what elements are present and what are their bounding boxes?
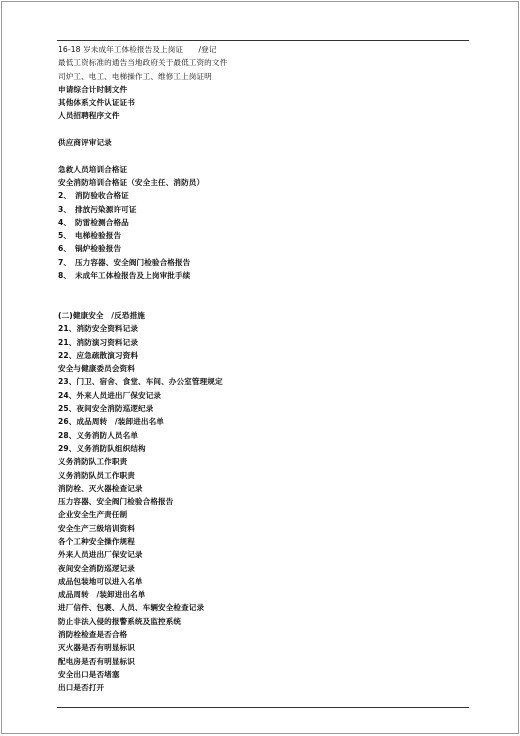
text-line: 24、外来人员进出厂保安记录 [58,390,162,400]
text-line: 安全与健康委员会资料 [58,364,135,374]
text-line: 义务消防队员工作职责 [58,470,135,480]
text-line: 外来人员进出厂保安记录 [58,550,143,560]
text-line: 进厂信件、包裹、人员、车辆安全检查记录 [58,603,205,613]
text-line: 7、 压力容器、安全阀门检验合格报告 [58,257,191,267]
text-line: 灭火器是否有明显标识 [58,643,135,653]
text-line: 28、义务消防人员名单 [58,430,139,440]
text-line: 8、 未成年工体检报告及上岗审批手续 [58,271,191,281]
text-line: 安全出口是否堵塞 [58,669,120,679]
text-line: 压力容器、安全阀门检验合格报告 [58,497,174,507]
text-line: 21、消防演习资料记录 [58,337,139,347]
text-line: 23、门卫、宿舍、食堂、车间、办公室管理规定 [58,377,223,387]
text-line: 人员招聘程序文件 [58,111,120,121]
text-line: 26、成品周转 /装卸进出名单 [58,417,164,427]
text-line: 5、 电梯检验报告 [58,231,122,241]
text-line: 21、消防安全资料记录 [58,324,139,334]
text-line: 义务消防队工作职责 [58,457,128,467]
text-line: 安全消防培训合格证（安全主任、消防员） [58,177,205,187]
text-line: 出口是否打开 [58,683,105,693]
text-line: 成品包装地可以进入名单 [58,576,143,586]
document-page [1,1,519,734]
text-line: 25、夜间安全消防巡逻纪录 [58,404,154,414]
text-line: 其他体系文件认证证书 [58,98,135,108]
text-line: 供应商评审记录 [58,138,112,148]
text-line: 成品周转 /装卸进出名单 [58,590,146,600]
text-line: 急救人员培训合格证 [58,164,128,174]
text-line: 最低工资标准的通告当地政府关于最低工资的文件 [58,58,228,68]
text-line: 企业安全生产责任制 [58,510,128,520]
text-line: 29、义务消防队组织结构 [58,443,146,453]
text-line: 4、 防雷检测合格品 [58,217,129,227]
text-line: 各个工种安全操作规程 [58,536,135,546]
text-line: 司炉工、电工、电梯操作工、维修工上岗证明 [58,71,212,81]
text-line: 2、 消防验收合格证 [58,191,129,201]
blank-line [58,123,478,136]
top-rule [57,40,469,41]
document-body [58,43,478,695]
bottom-rule [57,707,469,708]
blank-line [58,296,478,309]
text-line: 3、 排放污染源许可证 [58,204,137,214]
blank-line [58,149,478,162]
text-line: 申请综合计时制文件 [58,84,128,94]
text-line: 6、 锅炉检验报告 [58,244,122,254]
text-line: 配电房是否有明显标识 [58,656,135,666]
text-line: 防止非法入侵的报警系统及监控系统 [58,616,182,626]
text-line: 夜间安全消防巡逻记录 [58,563,135,573]
text-line: (二)健康安全 /反恐措施 [58,310,145,320]
text-line: 安全生产三级培训资料 [58,523,135,533]
blank-line [58,282,478,295]
text-line: 消防栓检查是否合格 [58,630,128,640]
text-line: 16-18 岁未成年工体检报告及上岗证 /登记 [58,45,217,54]
text-line: 消防栓、灭火器检查记录 [58,483,143,493]
text-line: 22、应急疏散演习资料 [58,350,139,360]
